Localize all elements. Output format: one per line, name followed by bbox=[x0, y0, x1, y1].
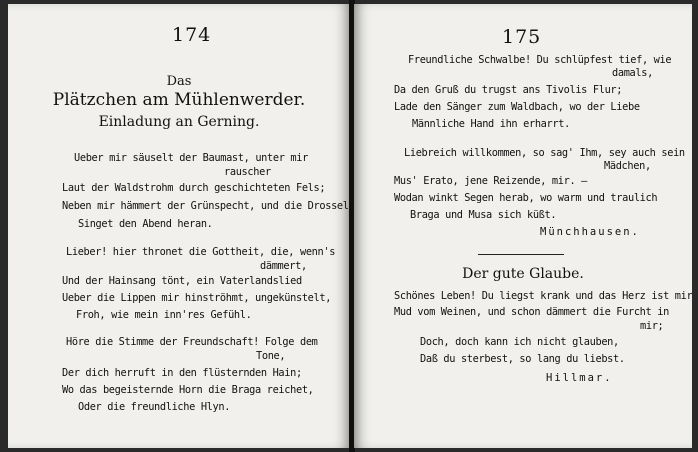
page-number-left: 174 bbox=[172, 24, 212, 46]
poem-line: Froh, wie mein inn'res Gefühl. bbox=[76, 309, 252, 321]
poem-line: Mädchen, bbox=[604, 160, 651, 172]
poem-line: Oder die freundliche Hlyn. bbox=[78, 401, 231, 413]
left-page bbox=[8, 4, 350, 448]
poem-title: Plätzchen am Mühlenwerder. bbox=[52, 90, 306, 110]
poem-line: Braga und Musa sich küßt. bbox=[410, 209, 557, 221]
author-signature: Münchhausen. bbox=[540, 226, 640, 238]
poem-line: Wo das begeisternde Horn die Braga reichet, bbox=[62, 384, 314, 396]
page-number-right: 175 bbox=[502, 26, 542, 48]
right-page bbox=[354, 4, 692, 448]
poem-line: Laut der Waldstrohm durch geschichteten Fels; bbox=[62, 182, 326, 194]
poem-line: dämmert, bbox=[260, 260, 307, 272]
poem-line: Der dich herruft in den flüsternden Hain; bbox=[62, 367, 302, 379]
poem-line: Mus' Erato, jene Reizende, mir. — bbox=[394, 175, 588, 187]
poem-line: Neben mir hämmert der Grünspecht, und die Drossel bbox=[62, 200, 349, 212]
poem-line: Und der Hainsang tönt, ein Vaterlandslied bbox=[62, 275, 302, 287]
poem-line: Singet den Abend heran. bbox=[78, 218, 213, 230]
poem-title-article: Das bbox=[166, 74, 192, 89]
poem-line: mir; bbox=[640, 320, 664, 332]
poem-subtitle: Einladung an Gerning. bbox=[98, 114, 260, 130]
poem-line: Wodan winkt Segen herab, wo warm und traulich bbox=[394, 192, 658, 204]
poem-line: Schönes Leben! Du liegst krank und das Herz ist mir bbox=[394, 290, 692, 302]
author-signature-2: Hillmar. bbox=[546, 372, 613, 384]
poem-line: Höre die Stimme der Freundschaft! Folge dem bbox=[66, 336, 318, 348]
poem-line: Tone, bbox=[256, 350, 286, 362]
poem2-title: Der gute Glaube. bbox=[462, 266, 584, 282]
poem-line: Da den Gruß du trugst ans Tivolis Flur; bbox=[394, 84, 623, 96]
poem-line: Ueber die Lippen mir hinströhmt, ungekünstelt, bbox=[62, 292, 332, 304]
poem-line: Doch, doch kann ich nicht glauben, bbox=[420, 336, 619, 348]
poem-line: Daß du sterbest, so lang du liebst. bbox=[420, 353, 625, 365]
poem-line: Freundliche Schwalbe! Du schlüpfest tief, wie bbox=[408, 54, 672, 66]
poem-line: damals, bbox=[612, 67, 653, 79]
poem-line: Ueber mir säuselt der Baumast, unter mir bbox=[74, 152, 308, 164]
section-divider bbox=[478, 254, 564, 255]
poem-line: rauscher bbox=[224, 166, 271, 178]
poem-line: Mud vom Weinen, und schon dämmert die Furcht in bbox=[394, 306, 669, 318]
poem-line: Liebreich willkommen, so sag' Ihm, sey auch sein bbox=[404, 147, 685, 159]
poem-line: Lieber! hier thronet die Gottheit, die, wenn's bbox=[66, 246, 336, 258]
poem-line: Lade den Sänger zum Waldbach, wo der Liebe bbox=[394, 101, 640, 113]
poem-line: Männliche Hand ihn erharrt. bbox=[412, 118, 570, 130]
